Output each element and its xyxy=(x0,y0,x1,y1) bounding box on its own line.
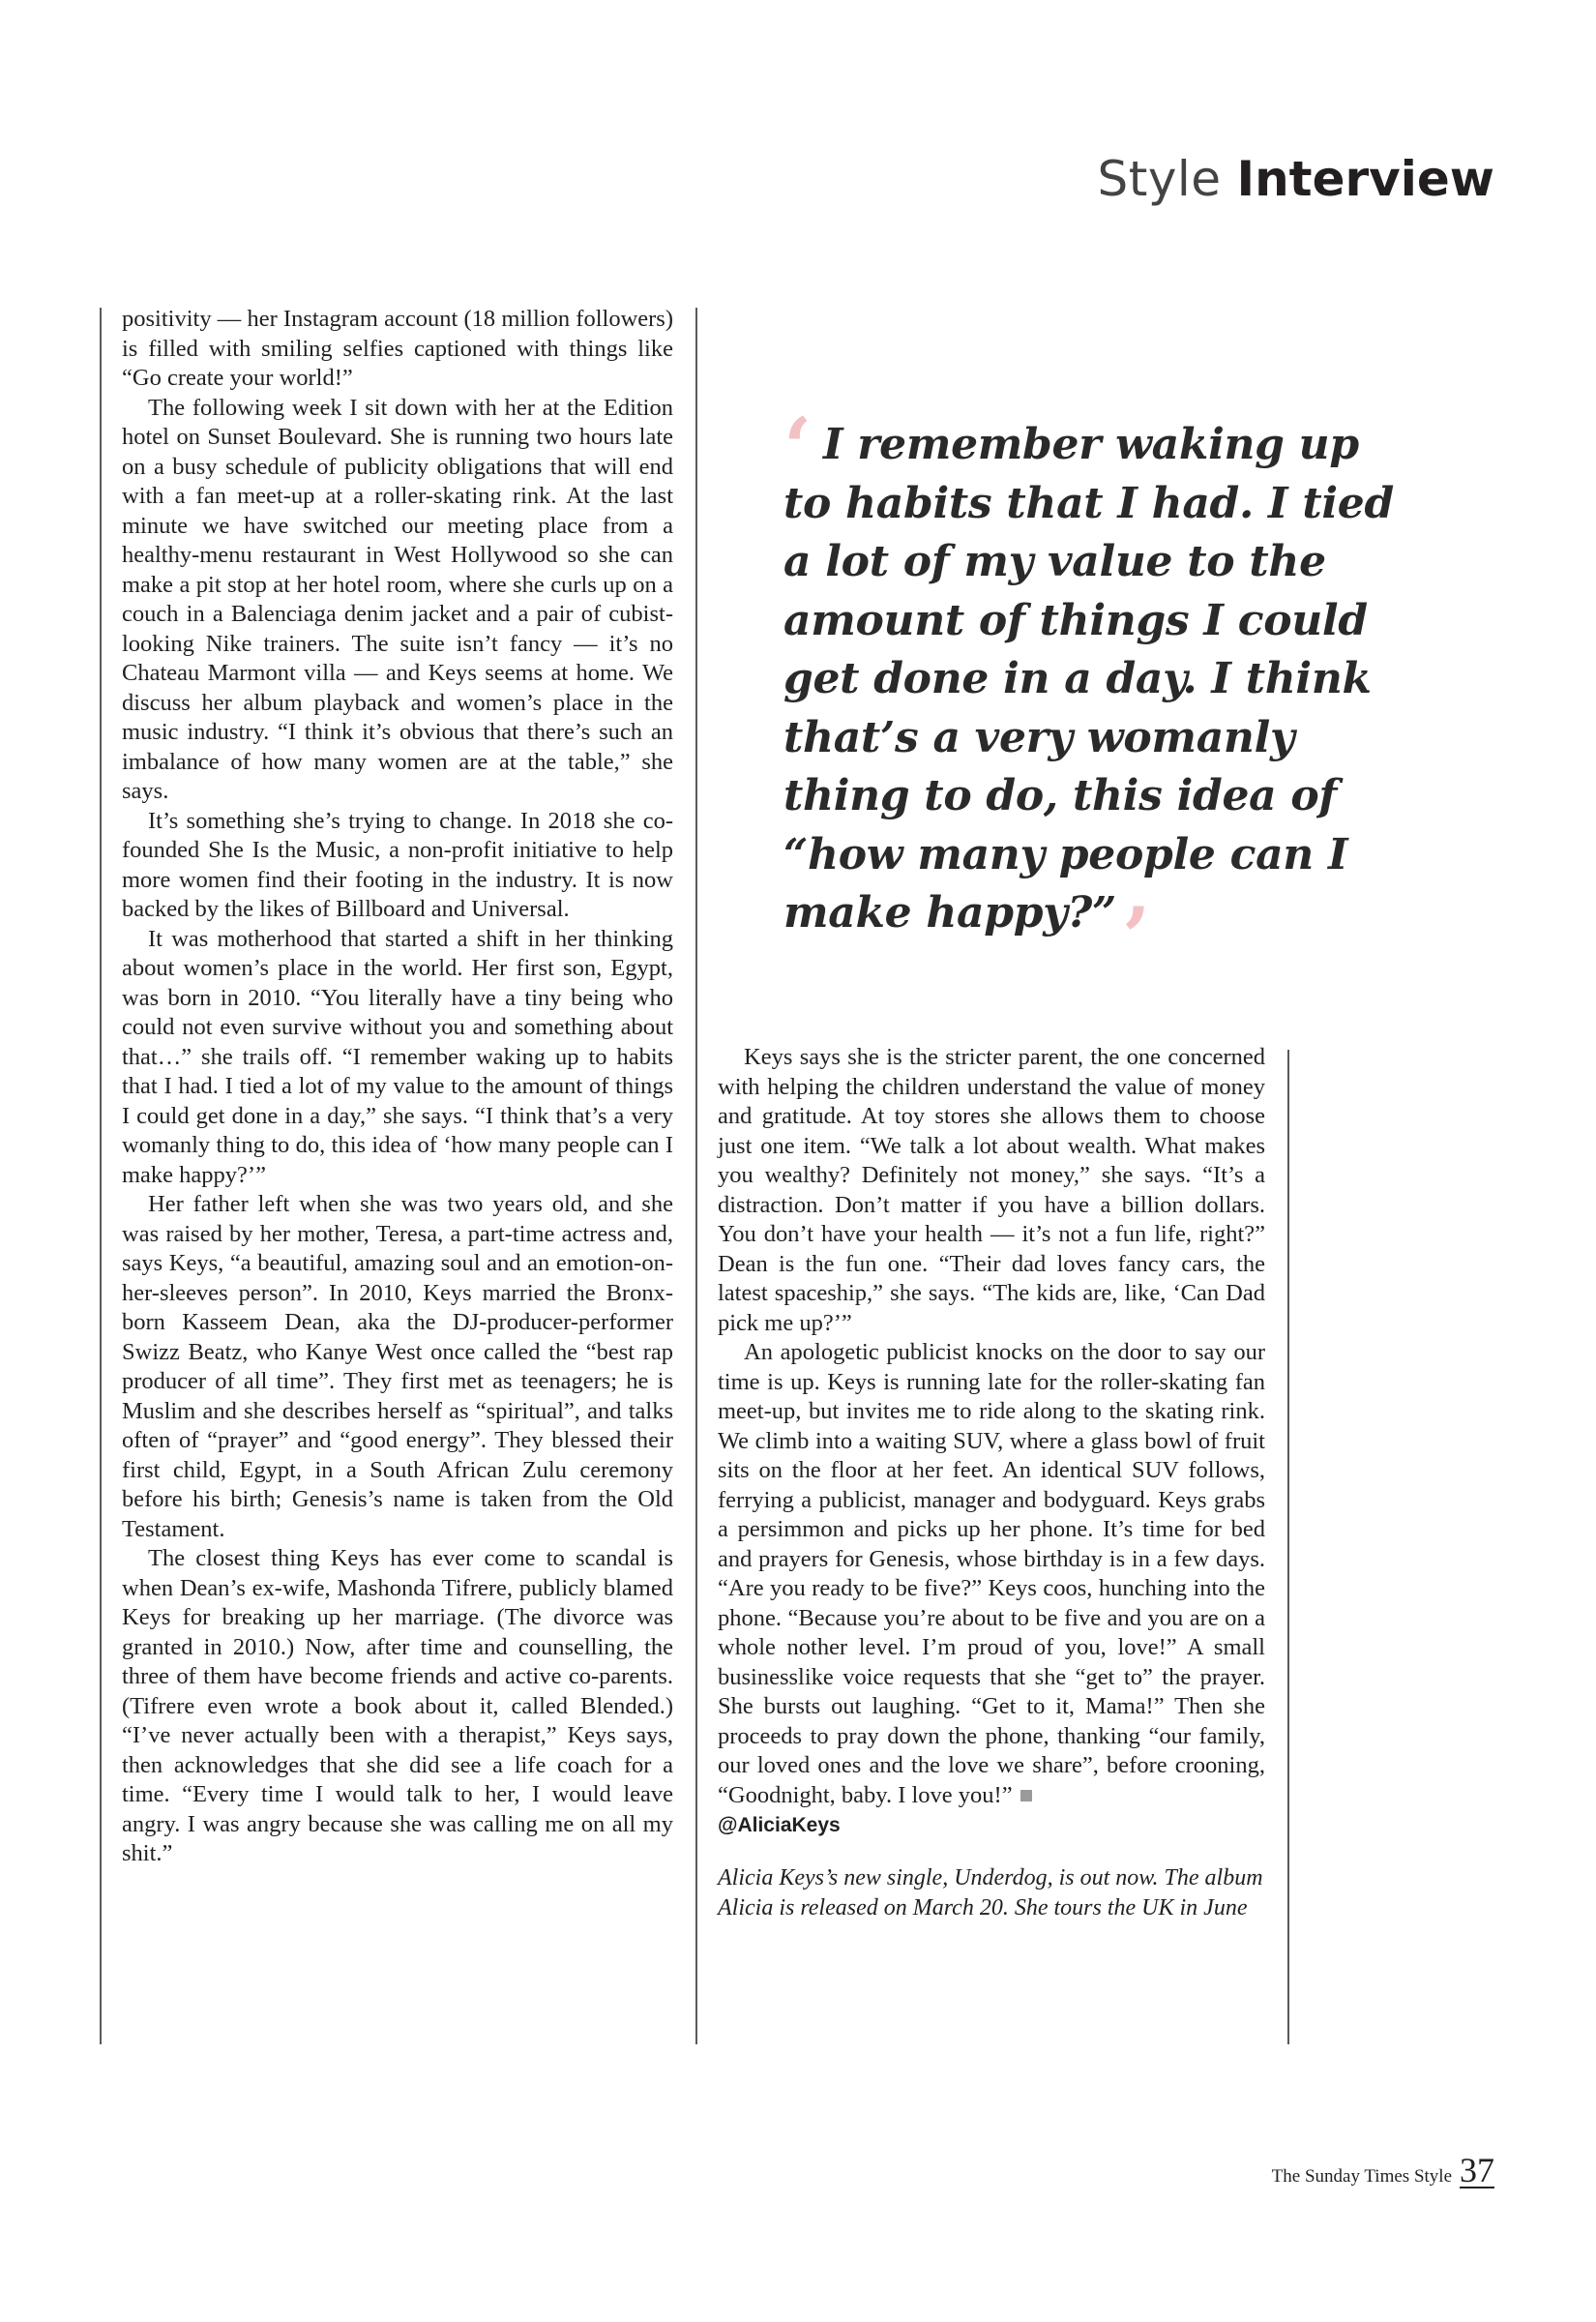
column-rule-left xyxy=(100,308,102,2044)
article-footnote: Alicia Keys’s new single, Underdog, is out now. The album Alicia is released on March 20. She tours the UK in June xyxy=(718,1865,1263,1920)
pull-quote xyxy=(783,400,1403,985)
author-handle: @AliciaKeys xyxy=(718,1814,841,1836)
paragraph: It was motherhood that started a shift in her thinking about women’s place in the world. Her first son, Egypt, was born in 2010. “You literally have a tiny being who could not even survive without you and something about that…” she trails off. “I remember waking up to habits that I had. I tied a lot of my value to the amount of things I could get done in a day,” she says. “I think that’s a very womanly thing to do, this idea of ‘how many people can I make happy?’” xyxy=(122,925,673,1188)
paragraph: positivity — her Instagram account (18 million followers) is filled with smiling selfies captioned with things like “Go create your world!” xyxy=(122,306,673,391)
section-label-light: Style xyxy=(1097,151,1222,207)
section-header xyxy=(1097,151,1494,207)
close-quote-mark: ’ xyxy=(1121,889,1150,985)
paragraph-final xyxy=(718,1338,1265,1810)
article-column-left xyxy=(122,305,673,1869)
paragraph: The closest thing Keys has ever come to scandal is when Dean’s ex-wife, Mashonda Tifrere, publicly blamed Keys for breaking up her marriage. (The divorce was granted in 2010.) Now, after time and counselling, the three of them have become friends and active co-parents. (Tifrere even wrote a book about it, called Blended.) “I’ve never actually been with a therapist,” Keys says, then acknowledges that she did see a life coach for a time. “Every time I would talk to her, I would leave angry. I was angry because she was calling me on all my shit.” xyxy=(122,1545,673,1866)
open-quote-mark: ‘ xyxy=(783,400,812,495)
column-rule-middle xyxy=(695,308,697,2044)
page-footer xyxy=(1272,2150,1494,2190)
pull-quote-text: I remember waking up to habits that I had. I tied a lot of my value to the amount of things I could get done in a day. I think that’s a very womanly thing to do, this idea of “how many people can I make happy?” xyxy=(783,420,1394,938)
section-label-bold: Interview xyxy=(1236,151,1494,207)
article-column-right xyxy=(718,1043,1265,1922)
publication-name: The Sunday Times Style xyxy=(1271,2166,1452,2187)
column-rule-right xyxy=(1287,1050,1289,2044)
paragraph: Keys says she is the stricter parent, the one concerned with helping the children understand the value of money and gratitude. At toy stores she allows them to choose just one item. “We talk a lot about wealth. What makes you wealthy? Definitely not money,” she says. “It’s a distraction. Don’t matter if you have a billion dollars. You don’t have your health — it’s not a fun life, right?” Dean is the fun one. “Their dad loves fancy cars, the latest spaceship,” she says. “The kids are, like, ‘Can Dad pick me up?’” xyxy=(718,1044,1265,1336)
paragraph: Her father left when she was two years old, and she was raised by her mother, Teresa, a part-time actress and, says Keys, “a beautiful, amazing soul and an emotion-on-her-sleeves person”. In 2010, Keys married the Bronx-born Kasseem Dean, aka the DJ-producer-performer Swizz Beatz, who Kanye West once called the “best rap producer of all time”. They first met as teenagers; he is Muslim and she describes herself as “spiritual”, and talks often of “prayer” and “good energy”. They blessed their first child, Egypt, in a South African Zulu ceremony before his birth; Genesis’s name is taken from the Old Testament. xyxy=(122,1191,673,1542)
paragraph-text: An apologetic publicist knocks on the door to say our time is up. Keys is running late for the roller-skating fan meet-up, but invites me to ride along to the skating rink. We climb into a waiting SUV, where a glass bowl of fruit sits on the floor at her feet. An identical SUV follows, ferrying a publicist, manager and bodyguard. Keys grabs a persimmon and picks up her phone. It’s time for bed and prayers for Genesis, whose birthday is in a few days. “Are you ready to be five?” Keys coos, hunching into the phone. “Because you’re about to be five and you are on a whole nother level. I’m proud of you, love!” A small businesslike voice requests that she “get to” the prayer. She bursts out laughing. “Get to it, Mama!” Then she proceeds to pray down the phone, thanking “our family, our loved ones and the love we share”, before crooning, “Goodnight, baby. I love you!” xyxy=(718,1339,1265,1808)
paragraph: It’s something she’s trying to change. In 2018 she co-founded She Is the Music, a non-profit initiative to help more women find their footing in the industry. It is now backed by the likes of Billboard and Universal. xyxy=(122,807,673,922)
page-number: 37 xyxy=(1460,2151,1494,2189)
end-mark-icon xyxy=(1020,1790,1032,1801)
paragraph: The following week I sit down with her at the Edition hotel on Sunset Boulevard. She is running two hours late on a busy schedule of publicity obligations that will end with a fan meet-up at a roller-skating rink. At the last minute we have switched our meeting place from a healthy-menu restaurant in West Hollywood so she can make a pit stop at her hotel room, where she curls up on a couch in a Balenciaga denim jacket and a pair of cubist-looking Nike trainers. The suite isn’t fancy — it’s no Chateau Marmont villa — and Keys seems at home. We discuss her album playback and women’s place in the music industry. “I think it’s obvious that there’s such an imbalance of how many women are at the table,” she says. xyxy=(122,394,673,804)
